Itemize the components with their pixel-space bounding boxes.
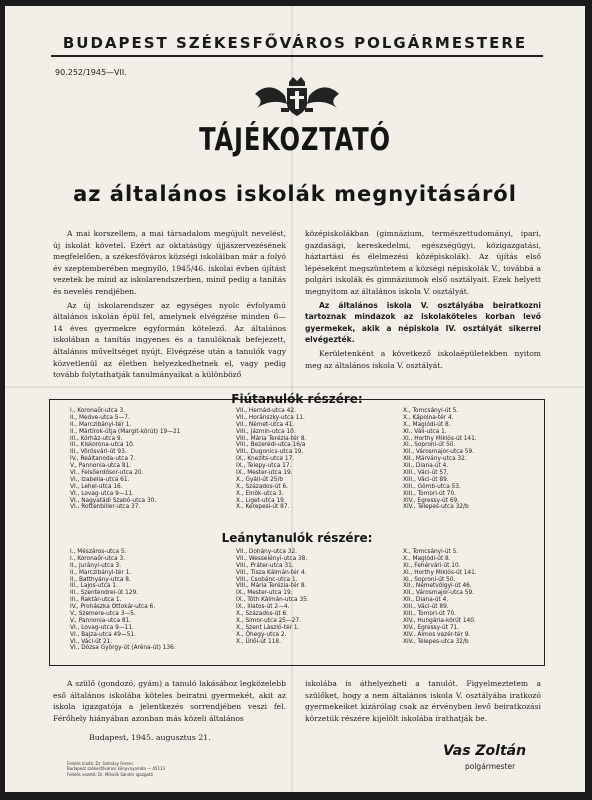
school-address: X., Üllői-út 118. [236, 638, 281, 645]
school-address: VIII., Mária Terézia-tér 8. [236, 435, 307, 442]
school-address: V., Pannonia-utca 81. [70, 463, 132, 470]
school-address: X., Százados-út 6. [236, 611, 289, 618]
school-address: XIV., Egressy-út 69. [403, 497, 460, 504]
school-address: V., Szemere-utca 3—5. [70, 611, 136, 618]
intro-paragraph-2: Az új iskolarendszer az egységes nyolc évfolyamú általános iskolán épül fel, amelynek elvégzése minden 6—14 éves gyermekre egyformán kötelező. Az általános iskolában a tanítás ingyenes és a tanulóknak befejezett, általános műveltséget nyújt. Elvégzése után a tanulók vagy közvetlenül az életben helyezkedhetnek el, vagy pedig tovább folytathatják tanulmányaikat a különböző [53, 300, 286, 380]
school-address: VIII., Tisza Kálmán-tér 4. [236, 569, 307, 576]
reference-number: 90.252/1945—VII. [55, 68, 127, 77]
poster-sheet [5, 6, 585, 792]
school-address: X., Simor-utca 25—27. [236, 617, 302, 624]
school-address: X., Liget-utca 19. [236, 497, 286, 504]
school-address: X., Elnök-utca 3. [236, 490, 284, 497]
school-address: XII., Németvölgyi-út 46. [403, 583, 472, 590]
school-address: VIII., Dugonics-utca 19. [236, 449, 304, 456]
school-address: X., Óhegy-utca 2. [236, 631, 287, 638]
school-address: VIII., Práter-utca 31. [236, 562, 294, 569]
school-address: XIV., Telepes-utca 32/b [403, 504, 469, 511]
school-address: VII., Dohány-utca 32. [236, 549, 297, 555]
printer-line: Budapest székesfővárosi könyvnyomda — 45113 [67, 766, 166, 772]
school-address: XIII., Tomori-út 70. [403, 490, 457, 497]
school-address: XIV., Hungária-körút 140. [403, 617, 476, 624]
school-address: XI., Soproni-út 50. [403, 576, 456, 583]
school-list-box [49, 392, 545, 666]
printer-line: Felelős kiadó: Dr. Szénásy Ferenc [67, 761, 134, 766]
school-address: XII., Városmajor-utca 59. [403, 449, 475, 456]
school-address: III., Szentendrei-út 129. [70, 590, 139, 597]
school-address: III., Lajos-utca 1. [70, 583, 118, 590]
school-address: X., Szent László-tér 1. [236, 624, 300, 631]
school-address: IV., Reáltanoda-utca 7. [70, 456, 136, 463]
school-address: XIV., Egressy-út 71. [403, 624, 460, 631]
school-address: VI., Lehel-utca 16. [70, 483, 123, 490]
issue-date: Budapest, 1945. augusztus 21. [89, 733, 211, 742]
school-address: IX., Knezits-utca 17. [236, 456, 295, 463]
district-intro: Kerületenként a következő iskolaépületekben nyitom meg az általános iskola V. osztályát. [305, 348, 541, 370]
intro-paragraph-1: A mai korszellem, a mai társadalom megújult nevelést, új iskolát követel. Ezért az oktatásügy újjászervezésének megfelelően, a székesfőváros községi iskoláiban már a folyó év szeptemberében megnyíló, 1945/46. iskolai évben újítást vezetek be mind az iskolarendszerben, mind pedig a tanítás és nevelés rendjében. [53, 229, 286, 296]
school-address: X., Kerepesi-út 87. [236, 504, 290, 511]
parent-instruction: A szülő (gondozó, gyám) a tanuló lakásához legközelebb eső általános iskolába köteles beiratni gyermekét, akit az iskola igazgatója a jelentkezés sorrendjében veszi fel. Férőhely hiányában azonban más közeli általános [53, 679, 286, 723]
school-address: VII., Német-utca 41. [236, 421, 295, 428]
school-address: VII., Hernád-utca 42. [236, 408, 296, 414]
school-address: XII., Márvány-utca 32. [403, 456, 467, 463]
boys-schools-column-1 [70, 408, 180, 511]
school-address: X., Maglódi-út 8. [403, 555, 451, 562]
school-address: VI., Lovag-utca 9—11. [70, 624, 134, 631]
school-address: XII., Városmajor-utca 59. [403, 590, 475, 597]
boys-schools-column-2 [236, 408, 306, 511]
girls-heading: Leánytanulók részére: [221, 531, 373, 545]
school-address: I., Mészáros-utca 5. [70, 549, 127, 555]
school-address: II., Jurányi-utca 3. [70, 562, 122, 569]
school-address: VI., Váci-út 21. [70, 638, 113, 645]
school-address: VI., Bajza-utca 49—51. [70, 631, 136, 638]
girls-schools-column-2 [236, 549, 309, 645]
school-address: XII., Diana-út 4. [403, 463, 449, 470]
school-address: VIII., Jázmin-utca 10. [236, 428, 296, 435]
school-address: XIII., Váci-út 89. [403, 476, 449, 483]
school-address: II., Medve-utca 5—7. [70, 414, 130, 421]
school-address: I., Koronaőr-utca 3. [70, 408, 126, 414]
school-address: XI., Horthy Miklós-út 141. [403, 435, 477, 442]
issuing-office: BUDAPEST SZÉKESFŐVÁROS POLGÁRMESTERE [62, 34, 528, 52]
school-address: VIII., Bezerédi-utca 16/a [236, 442, 306, 449]
boys-heading: Fiútanulók részére: [231, 392, 363, 406]
poster-subtitle: az általános iskolák megnyitásáról [73, 182, 517, 206]
school-address: XI., Váli-utca 1. [403, 428, 447, 435]
school-address: VI., Lovag-utca 9—11. [70, 490, 134, 497]
school-address: IX., Mester-utca 19. [236, 590, 293, 597]
school-address: XIII., Gömb-utca 53. [403, 483, 461, 490]
school-address: X., Százados-út 6. [236, 483, 289, 490]
school-address: XIV., Telepes-utca 32/b [403, 638, 469, 645]
boys-schools-column-3 [403, 408, 477, 511]
school-address: VI., Rottenbiller-utca 37. [70, 504, 141, 511]
school-address: X., Maglódi-út 8. [403, 421, 451, 428]
school-address: II., Marczibányi-tér 1. [70, 421, 132, 428]
school-address: II., Marczibányi-tér 1. [70, 569, 132, 576]
school-address: VI., Felsőerdősor-utca 20. [70, 470, 144, 477]
school-address: IX., Illatos-út 2—4. [236, 604, 290, 611]
school-address: VII., Wesselényi-utca 38. [236, 555, 308, 562]
intro-left-column [53, 228, 286, 383]
school-address: XI., Fehérvári-út 10. [403, 562, 461, 569]
school-address: VIII., Csobánc-utca 1. [236, 576, 298, 583]
school-address: III., Vörösvári-út 93. [70, 449, 127, 456]
footer-right-column [305, 678, 541, 724]
intro-right-column [305, 228, 541, 373]
school-address: II., Batthyány-utca 8. [70, 576, 131, 583]
school-address: VIII., Mária Terézia-tér 8. [236, 583, 307, 590]
intro-paragraph-3: középiskolákban (gimnázium, természettudományi, ipari, gazdasági, kereskedelmi, egészségügyi, közigazgatási, háztartási és élelmezési középiskolák). Az újítás első lépéseként megszüntetem a községi népiskolák V., továbbá a polgári iskolák és gimnáziumok első osztályait. Ezek helyett megnyitom az általános iskola V. osztályát. [305, 229, 541, 296]
school-address: XI., Soproni-út 50. [403, 442, 456, 449]
school-address: III., Kórház-utca 9. [70, 435, 123, 442]
school-address: III., Raktár-utca 1. [70, 597, 122, 604]
printer-imprint [67, 761, 165, 777]
coat-of-arms-icon [251, 74, 343, 118]
printer-line: Felelős vezető: Dr. Mihalik Sándor igazgató [67, 771, 153, 777]
school-address: III., Kiskorona-utca 10. [70, 442, 135, 449]
school-address: VI., Izabella-utca 61. [70, 476, 130, 483]
school-address: XI., Horthy Miklós-út 141. [403, 569, 477, 576]
school-address: II., Mártírok-útja (Margit-körút) 19—21 [70, 428, 181, 435]
school-address: XIII., Váci-út 57. [403, 470, 449, 477]
school-address: XIII., Tomori-út 70. [403, 611, 457, 618]
school-address: VII., Horánszky-utca 11. [236, 414, 305, 421]
girls-schools-column-1 [70, 549, 176, 652]
parent-warning: iskolába is áthelyezheti a tanulót. Figyelmeztetem a szülőket, hogy a nem általános iskola V. osztályába iratkozó gyermekeiket kizárólag csak az érvényben levő beiratkozási körzetük részére kijelölt iskolába írathatják be. [305, 679, 541, 723]
school-address: X., Gyáli-út 25/b [236, 476, 284, 483]
girls-schools-column-3 [403, 549, 477, 645]
school-address: VI., Dózsa György-út (Aréna-út) 136. [70, 645, 176, 652]
signature-name: Vas Zoltán [443, 743, 527, 759]
school-address: IX., Telepy-utca 17. [236, 463, 292, 470]
school-address: IV., Prohászka Ottokár-utca 6. [70, 604, 156, 611]
school-address: IX., Mester-utca 19. [236, 470, 293, 477]
school-address: XIV., Álmos vezér-tér 9. [403, 631, 471, 638]
school-address: XIII., Váci-út 89. [403, 604, 449, 611]
header-rule [51, 55, 543, 57]
school-address: X., Tomcsányi-út 5. [403, 549, 459, 555]
school-address: V., Pannonia-utca 81. [70, 617, 132, 624]
poster-title: TÁJÉKOZTATÓ [199, 122, 391, 158]
fold-crease-horizontal [5, 386, 585, 388]
signature-role: polgármester [465, 762, 516, 771]
school-address: IX., Tóth Kálmán-utca 35. [236, 597, 309, 604]
school-address: XII., Diana-út 4. [403, 597, 449, 604]
school-address: VI., Nagyatádi Szabó-utca 30. [70, 497, 157, 504]
school-address: X., Tomcsányi-út 5. [403, 408, 459, 414]
school-address: X., Kápolna-tér 4. [403, 414, 454, 421]
enrollment-notice: Az általános iskola V. osztályába beiratkozni tartoznak mindazok az iskolaköteles korban levő gyermekek, akik a népiskola IV. osztályát sikerrel elvégezték. [305, 300, 541, 345]
footer-left-column [53, 678, 286, 724]
school-address: I., Koronaőr-utca 3. [70, 555, 126, 562]
